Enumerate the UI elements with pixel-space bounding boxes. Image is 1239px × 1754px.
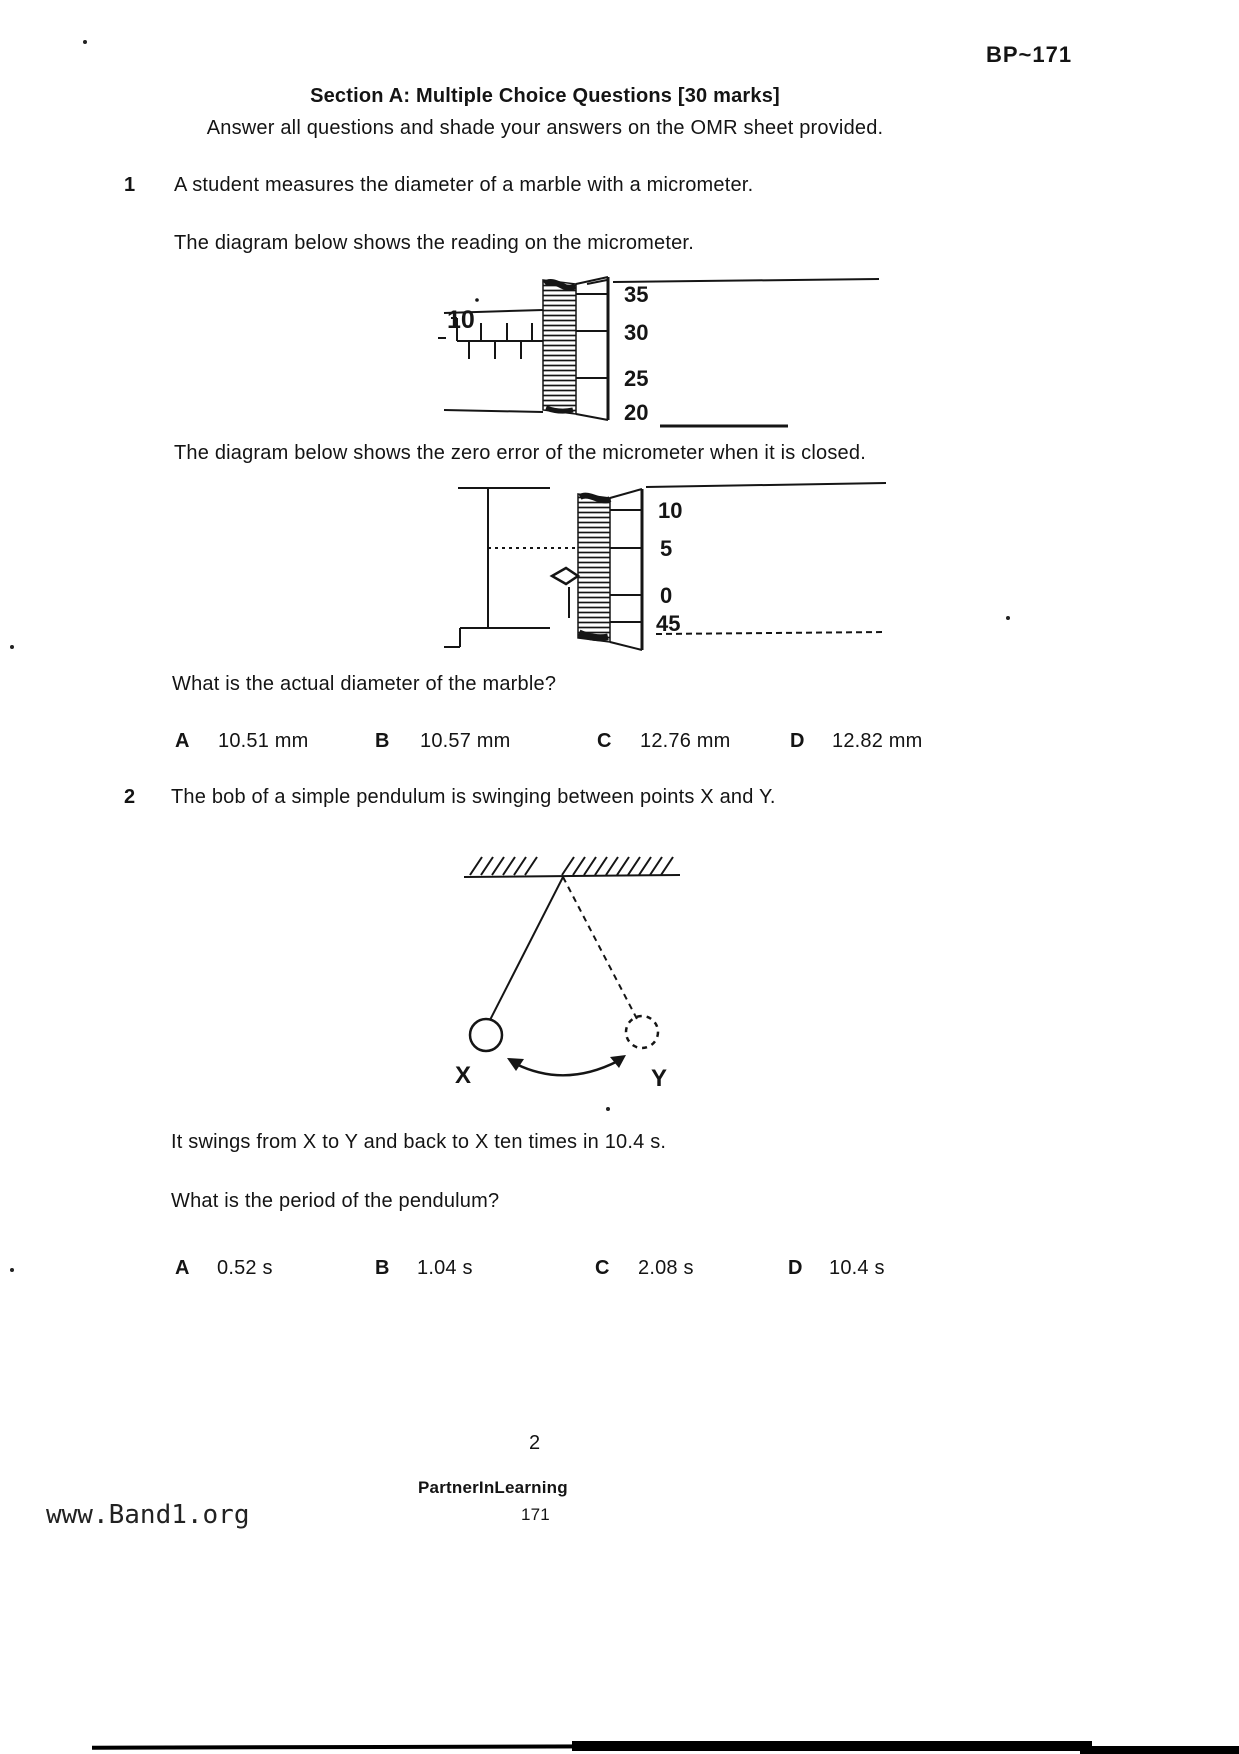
question-1-caption-zero-error: The diagram below shows the zero error of the micrometer when it is closed.	[174, 442, 866, 464]
top-right-line	[646, 483, 886, 487]
spindle-tip	[552, 568, 578, 584]
thimble-label-30: 30	[624, 320, 649, 345]
swing-arrow-head-left	[507, 1058, 524, 1071]
thimble-label-10: 10	[658, 498, 683, 523]
watermark-url: www.Band1.org	[46, 1500, 250, 1530]
thimble-label-25: 25	[624, 366, 649, 391]
question-2-number: 2	[124, 786, 136, 808]
scan-speck	[1006, 616, 1010, 620]
thimble-label-20: 20	[624, 400, 649, 425]
option-letter: B	[375, 730, 390, 752]
question-1-caption-reading: The diagram below shows the reading on the micrometer.	[174, 232, 694, 254]
bottom-scan-bar	[92, 1744, 637, 1749]
section-instruction: Answer all questions and shade your answers on the OMR sheet provided.	[206, 117, 884, 139]
bottom-right-line	[656, 632, 886, 634]
frame-bottom-step	[444, 628, 460, 647]
section-title: Section A: Multiple Choice Questions [30 marks]	[310, 85, 780, 107]
option-value: 10.4 s	[829, 1257, 885, 1279]
pendulum-bob-y	[626, 1016, 658, 1048]
thimble-scale-ticks	[576, 294, 608, 378]
footer-number: 171	[521, 1505, 550, 1524]
bottom-scan-bar	[1080, 1746, 1239, 1754]
scan-speck	[475, 298, 479, 302]
sleeve-bottom-line	[444, 410, 543, 412]
scan-speck	[606, 1107, 610, 1111]
pendulum-label-x: X	[455, 1062, 472, 1089]
pendulum-label-y: Y	[651, 1065, 668, 1092]
option-letter: B	[375, 1257, 390, 1279]
scan-speck	[10, 1268, 14, 1272]
doc-code: BP~171	[986, 42, 1073, 67]
option-letter: A	[175, 1257, 190, 1279]
option-letter: D	[788, 1257, 803, 1279]
option-value: 10.57 mm	[420, 730, 511, 752]
main-scale-lower-ticks	[469, 341, 521, 359]
thimble-label-45: 45	[656, 611, 681, 636]
question-2-info: It swings from X to Y and back to X ten times in 10.4 s.	[171, 1131, 667, 1153]
option-letter: D	[790, 730, 805, 752]
question-2-prompt: What is the period of the pendulum?	[171, 1190, 500, 1212]
option-letter: C	[595, 1257, 610, 1279]
scan-speck	[83, 40, 87, 44]
ceiling-line	[464, 875, 680, 877]
option-value: 1.04 s	[417, 1257, 473, 1279]
option-letter: C	[597, 730, 612, 752]
option-letter: A	[175, 730, 190, 752]
thimble-knurl	[543, 280, 576, 414]
swing-arrow-arc	[516, 1061, 618, 1075]
question-1-text: A student measures the diameter of a marble with a micrometer.	[174, 174, 754, 196]
thimble-label-5: 5	[660, 536, 673, 561]
ceiling-hatch	[470, 857, 673, 875]
top-right-line	[613, 279, 879, 282]
swing-arrow-head-right	[610, 1055, 626, 1068]
micrometer-reading-diagram	[436, 268, 881, 432]
thimble-label-35: 35	[624, 282, 649, 307]
pendulum-bob-x	[470, 1019, 502, 1051]
option-value: 10.51 mm	[218, 730, 309, 752]
thimble-bottom-edge	[576, 414, 608, 420]
option-value: 2.08 s	[638, 1257, 694, 1279]
main-scale-label: 10	[447, 306, 475, 334]
option-value: 12.76 mm	[640, 730, 731, 752]
scan-speck	[10, 645, 14, 649]
main-scale-upper-ticks	[481, 323, 532, 341]
question-1-prompt: What is the actual diameter of the marble?	[172, 673, 557, 695]
thimble-scale-ticks	[610, 510, 642, 622]
micrometer-zero-error-diagram	[438, 480, 888, 660]
footer-brand: PartnerInLearning	[418, 1478, 568, 1497]
question-2-text: The bob of a simple pendulum is swinging between points X and Y.	[171, 786, 776, 808]
pendulum-diagram	[436, 848, 766, 1100]
thimble-label-0: 0	[660, 583, 673, 608]
question-2-options-row	[0, 1256, 1239, 1282]
thimble-top-edge	[610, 489, 642, 498]
footer-page-number: 2	[529, 1432, 541, 1454]
thimble-bottom-edge	[610, 642, 642, 650]
pendulum-string-dashed	[563, 877, 637, 1019]
option-value: 12.82 mm	[832, 730, 923, 752]
question-1-options-row	[0, 729, 1239, 755]
bottom-scan-bar	[572, 1741, 1092, 1751]
question-1-number: 1	[124, 174, 136, 196]
thimble-knurl	[578, 494, 610, 642]
option-value: 0.52 s	[217, 1257, 273, 1279]
pendulum-string-solid	[490, 877, 563, 1020]
